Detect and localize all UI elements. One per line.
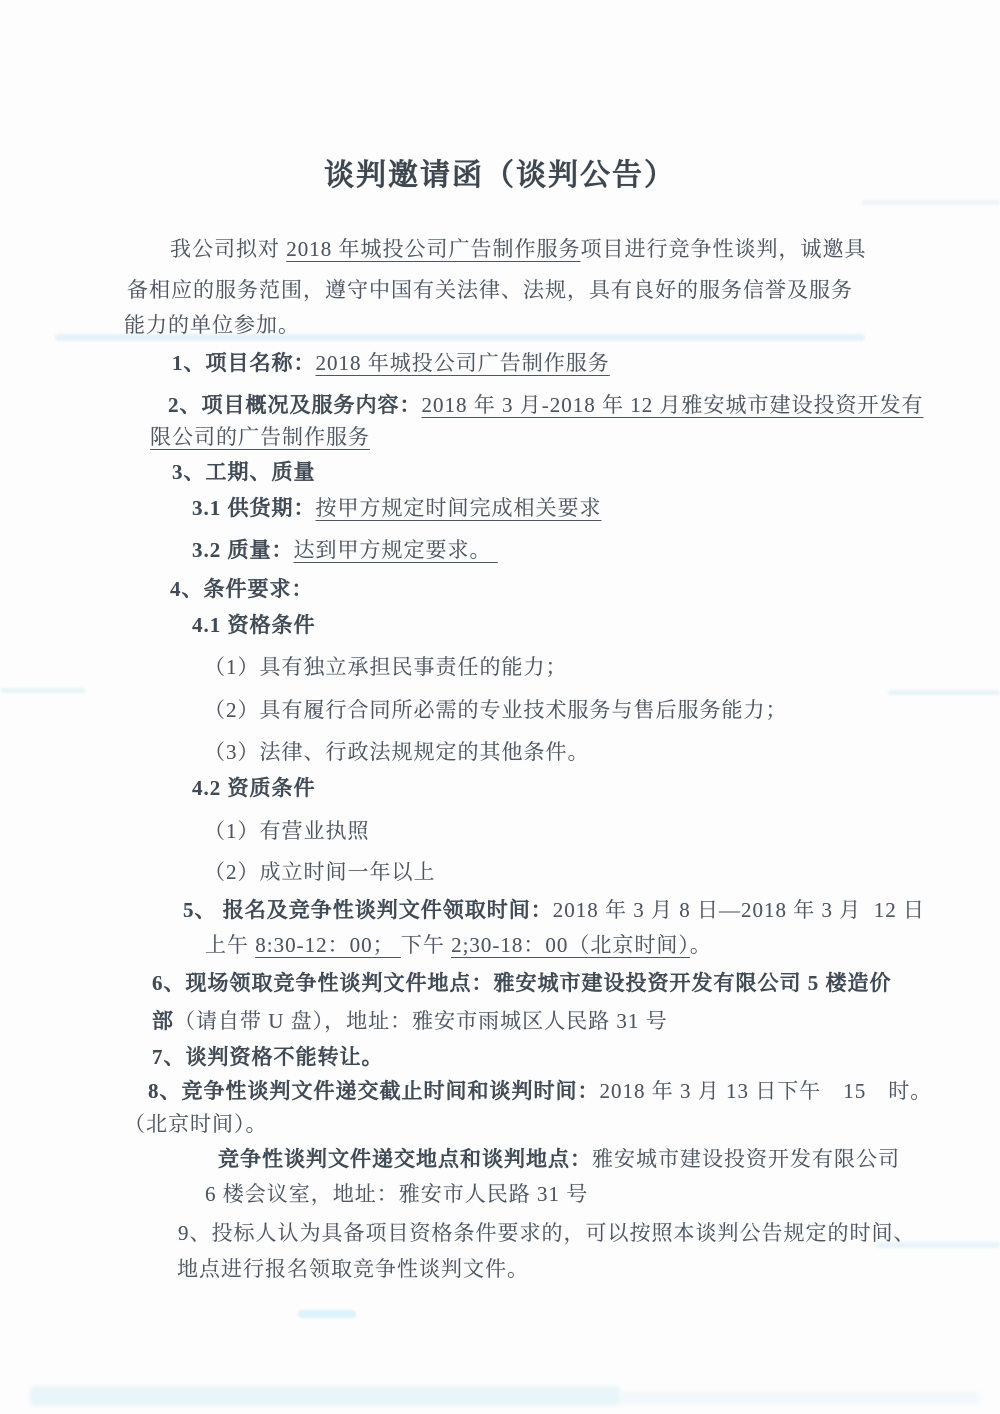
- item-2-value-line-1: 2018 年 3 月-2018 年 12 月雅安城市建设投资开发有: [421, 393, 924, 417]
- item-6-location-line-2: [152, 1008, 668, 1034]
- scan-artifact-band: [30, 1386, 620, 1406]
- item-3-1-value: 按甲方规定时间完成相关要求: [315, 496, 602, 520]
- intro-line-1: [170, 236, 867, 262]
- qualification-point-3: （3）法律、行政法规规定的其他条件。: [204, 740, 590, 764]
- item-2-label: 2、项目概况及服务内容：: [168, 393, 422, 417]
- item-8-sub-value: 雅安城市建设投资开发有限公司: [592, 1147, 900, 1171]
- item-8-value: 2018 年 3 月 13 日下午 15 时。: [599, 1079, 933, 1103]
- item-4-1-heading: 4.1 资格条件: [192, 613, 316, 637]
- document-title: 谈判邀请函（谈判公告）: [324, 159, 676, 192]
- item-3-2-quality: [192, 537, 498, 563]
- intro-line-1-pre: 我公司拟对: [170, 237, 287, 261]
- item-6-location-line-1: 6、现场领取竞争性谈判文件地点：雅安城市建设投资开发有限公司 5 楼造价: [152, 971, 892, 995]
- intro-line-1-post: 项目进行竞争性谈判，诚邀具: [580, 237, 867, 261]
- item-5-morning-hours: 8:30-12：00；: [255, 933, 401, 957]
- item-9-line-1: 9、投标人认为具备项目资格条件要求的，可以按照本谈判公告规定的时间、: [178, 1221, 916, 1245]
- item-5-label: 5、 报名及竞争性谈判文件领取时间：: [183, 898, 553, 922]
- item-7-no-transfer: 7、谈判资格不能转让。: [152, 1045, 384, 1069]
- item-4-heading: 4、条件要求：: [170, 577, 314, 601]
- scan-artifact-streak: [0, 688, 85, 693]
- intro-line-3: 能力的单位参加。: [124, 313, 300, 337]
- item-8-submission-address: 6 楼会议室，地址：雅安市人民路 31 号: [205, 1182, 589, 1206]
- item-6-address: （请自带 U 盘），地址：雅安市雨城区人民路 31 号: [174, 1009, 668, 1033]
- item-5-value: 2018 年 3 月 8 日—2018 年 3 月 12 日: [552, 898, 925, 922]
- credential-point-1: （1）有营业执照: [204, 819, 370, 843]
- credential-point-2: （2）成立时间一年以上: [204, 860, 436, 884]
- scan-artifact-streak: [862, 200, 1000, 205]
- scan-artifact-band: [620, 1392, 980, 1404]
- item-3-heading: 3、工期、质量: [172, 460, 316, 484]
- item-4-2-heading: 4.2 资质条件: [192, 776, 316, 800]
- item-6-bold-char: 部: [152, 1009, 174, 1033]
- qualification-point-1: （1）具有独立承担民事责任的能力；: [204, 655, 568, 679]
- item-5-period: 。: [689, 933, 712, 957]
- item-1-value: 2018 年城投公司广告制作服务: [315, 351, 610, 375]
- item-5-collection-time: [183, 897, 925, 923]
- item-1-label: 1、项目名称：: [172, 351, 316, 375]
- item-5-afternoon-label: 下午: [400, 933, 452, 957]
- item-1-project-name: [172, 350, 610, 376]
- item-5-hours: [205, 932, 712, 958]
- item-8-sub-label: 竞争性谈判文件递交地点和谈判地点：: [218, 1147, 592, 1171]
- item-8-deadline: [148, 1078, 932, 1104]
- item-8-label: 8、竞争性谈判文件递交截止时间和谈判时间：: [148, 1079, 600, 1103]
- item-8-beijing-time: （北京时间）。: [124, 1112, 268, 1136]
- project-name-underlined: 2018 年城投公司广告制作服务: [286, 237, 581, 261]
- item-3-1-label: 3.1 供货期：: [192, 496, 316, 520]
- scan-artifact-streak: [888, 690, 1000, 695]
- item-5-morning-label: 上午: [205, 933, 256, 957]
- item-3-2-label: 3.2 质量：: [192, 538, 294, 562]
- item-2-continuation: [150, 424, 370, 450]
- item-5-afternoon-hours: 2;30-18：00（北京时间）: [451, 933, 690, 957]
- item-2-value-line-2: 限公司的广告制作服务: [150, 425, 370, 449]
- intro-line-2: 备相应的服务范围，遵守中国有关法律、法规，具有良好的服务信誉及服务: [127, 278, 853, 302]
- item-9-line-2: 地点进行报名领取竞争性谈判文件。: [177, 1257, 529, 1281]
- item-3-2-value: 达到甲方规定要求。: [293, 538, 498, 562]
- item-2-overview: [168, 392, 924, 418]
- scan-artifact-mark: [298, 1310, 356, 1318]
- item-8-submission-place: [218, 1146, 900, 1172]
- qualification-point-2: （2）具有履行合同所必需的专业技术服务与售后服务能力；: [204, 698, 788, 722]
- item-3-1-supply-period: [192, 495, 602, 521]
